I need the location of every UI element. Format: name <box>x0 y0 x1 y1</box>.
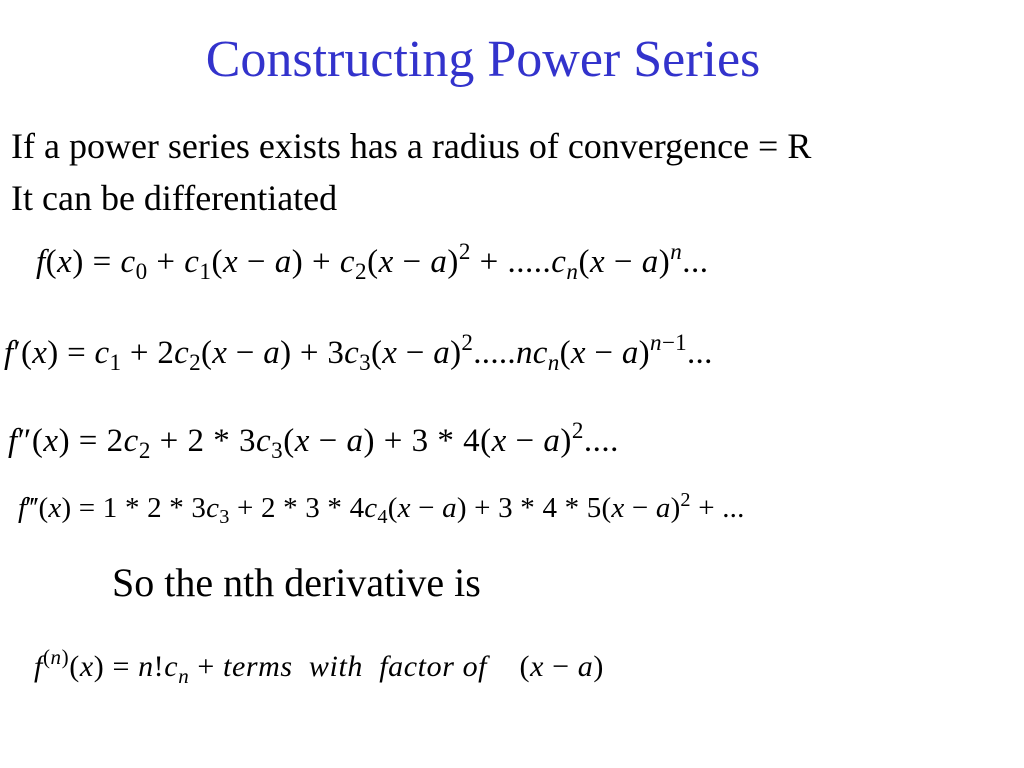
equation-f-triple-prime: f‴(x) = $1 * 2 * 3c_3 + 2 * 3 * 4c_4(x - a) + 3 * 4 * 5(x - a)^2$ + ... <box>18 488 745 529</box>
equation-f-prime: $f'(x) = c_1 + 2c_2(x - a) + 3c_3(x - a)^2.....nc_n(x - a)^{n-1}$... <box>4 329 713 376</box>
slide-title: Constructing Power Series <box>205 31 761 88</box>
nth-derivative-caption: So the nth derivative is <box>112 560 481 605</box>
equation-f: $f(x) = c_0 + c_1(x - a) + c_2(x - a)^2 + .....c_n(x - a)^n$... <box>36 238 709 285</box>
intro-line-radius: If a power series exists has a radius of convergence = R <box>11 126 812 166</box>
equation-f-double-prime: $f''(x) = 2c_2 + 2 * 3c_3(x - a) + 3 * 4(x - a)^2$.... <box>8 417 619 464</box>
equation-f-nth: $f^{(n)}(x) = n!c_n$ + terms with factor of (x − a) <box>34 645 604 688</box>
intro-line-differentiated: It can be differentiated <box>11 178 338 218</box>
